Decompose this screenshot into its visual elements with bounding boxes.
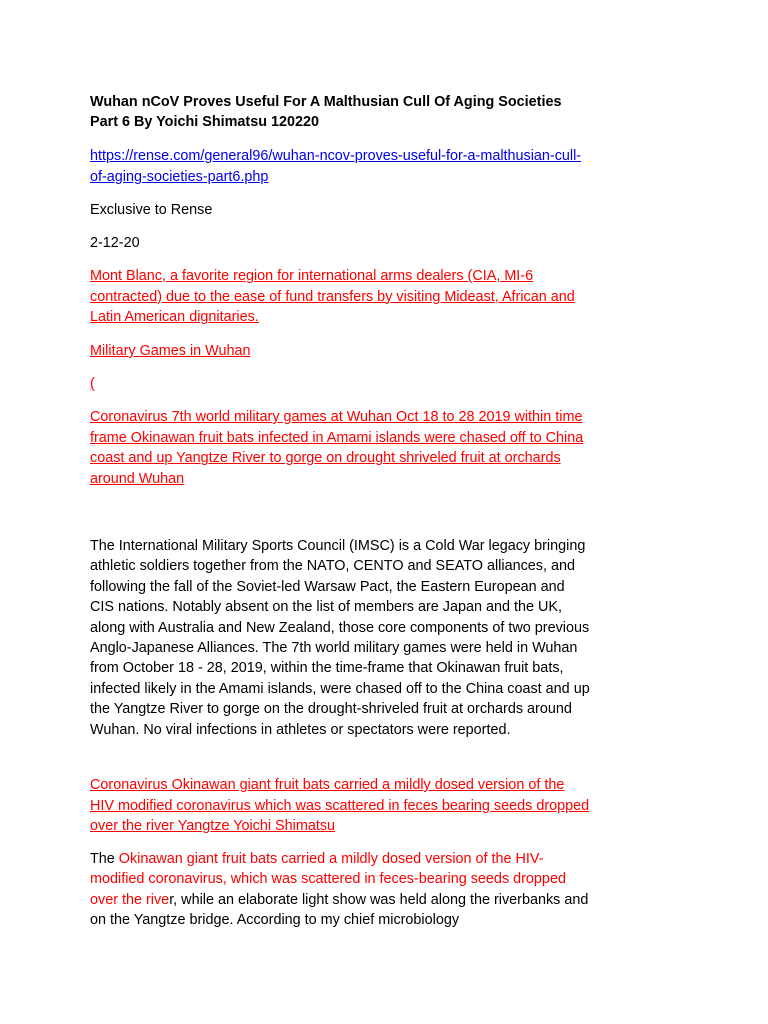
red-paragraph-coronavirus-games: Coronavirus 7th world military games at Wuhan Oct 18 to 28 2019 within time frame Okinawan fruit bats infected in Amami islands were chased off to China coast and up Yangtze River to gorge on drought shriveled fruit at orchards around Wuhan [90, 409, 584, 487]
document-date: 2-12-20 [90, 235, 140, 251]
body-paragraph-imsc: The International Military Sports Council (IMSC) is a Cold War legacy bringing athletic soldiers together from the NATO, CENTO and SEATO alliances, and following the fall of the Soviet-led Warsaw Pact, the Eastern European and CIS nations. Notably absent on the list of members are Japan and the UK, along with Australia and New Zealand, those core components of two previous Anglo-Japanese Alliances. The 7th world military games were held in Wuhan from October 18 - 28, 2019, within the time-frame that Okinawan fruit bats, infected likely in the Amami islands, were chased off to the China coast and up the Yangtze River to gorge on the drought-shriveled fruit at orchards around Wuhan. No viral infections in athletes or spectators were reported. [90, 538, 590, 738]
document-title: Wuhan nCoV Proves Useful For A Malthusian Cull Of Aging Societies Part 6 By Yoichi Shimatsu 120220 [90, 94, 562, 130]
red-paragraph-fruit-bats: Coronavirus Okinawan giant fruit bats carried a mildly dosed version of the HIV modified coronavirus which was scattered in feces bearing seeds dropped over the river Yangtze Yoichi Shimatsu [90, 777, 590, 835]
exclusive-note: Exclusive to Rense [90, 202, 213, 218]
red-paragraph-mont-blanc: Mont Blanc, a favorite region for international arms dealers (CIA, MI-6 contracted) due to the ease of fund transfers by visiting Mideast, African and Latin American dignitaries. [90, 268, 575, 326]
article-link[interactable]: https://rense.com/general96/wuhan-ncov-proves-useful-for-a-malthusian-cull-of-aging-societies-part6.php [90, 148, 582, 185]
red-heading-military-games: Military Games in Wuhan [90, 343, 251, 359]
body-paragraph-lead: The [90, 851, 119, 867]
body-paragraph-fruit-bats [90, 849, 590, 931]
body-paragraph-rest: r, while an elaborate light show was held along the riverbanks and on the Yangtze bridge. According to my chief microbiology [90, 891, 589, 929]
body-paragraph-red-part: Okinawan giant fruit bats carried a mildly dosed version of the HIV-modified coronavirus, which was scattered in feces-bearing seeds dropped over the rive [90, 851, 566, 908]
red-paren: ( [90, 376, 95, 392]
